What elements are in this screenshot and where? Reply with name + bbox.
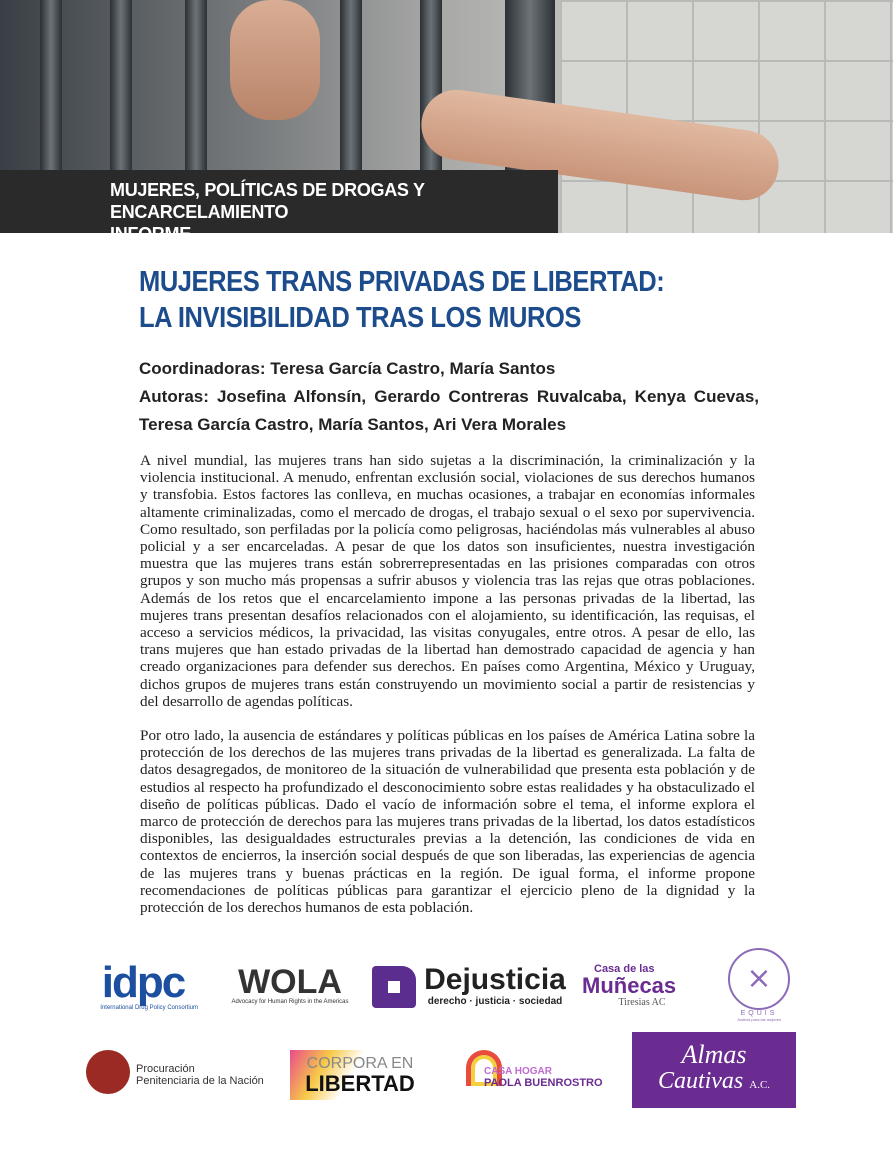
logo-sub: International Drug Policy Consortium <box>100 1005 198 1011</box>
logo-text: idpc <box>101 958 185 1007</box>
logo-ppn <box>136 1055 276 1095</box>
logo-text: Almas <box>681 1040 747 1069</box>
hand-on-bars <box>230 0 320 120</box>
logo-text: CORPORA EN <box>306 1055 414 1072</box>
title-line: MUJERES TRANS PRIVADAS DE LIBERTAD: <box>139 266 665 298</box>
logo-text: EQUIS <box>740 1010 778 1017</box>
logo-sub: Justicia para las mujeres <box>736 1017 782 1022</box>
coordinators: Coordinadoras: Teresa García Castro, María Santos <box>139 359 556 378</box>
logo-dejusticia <box>420 960 570 1010</box>
paragraph: Por otro lado, la ausencia de estándares y políticas públicas en los países de América Latina sobre la protección de los derechos de las mujeres trans privadas de la libertad es generalizada. La falta de datos desagregados, de monitoreo de la situación de vulnerabilidad que presenta esta población y de estudios al respecto ha profundizado el desconocimiento sobre estas realidades y ha obstaculizado el diseño de políticas públicas. Dado el vacío de información sobre el tema, el informe explora el marco de protección de derechos para las mujeres trans privadas de la libertad, los datos estadísticos disponibles, las desigualdades estructurales previas a la detención, las condiciones de vida en contextos de encierros, la inserción social después de que son liberadas, las experiencias de agencia de las mujeres trans y buenas prácticas en la región. De igual forma, el informe propone recomendaciones de políticas públicas para garantizar el ejercicio pleno de la dignidad y la protección de los derechos humanos de esta población. <box>140 727 755 917</box>
logo-casa-munecas <box>582 960 702 1010</box>
logo-text: LIBERTAD <box>305 1071 415 1096</box>
series-banner <box>0 170 558 244</box>
logo-wola <box>220 960 360 1010</box>
logo-corpora <box>290 1050 430 1100</box>
ppn-emblem <box>86 1050 130 1094</box>
page-title <box>139 264 664 336</box>
logo-text: Muñecas <box>582 972 677 998</box>
logo-text: WOLA <box>238 963 342 1001</box>
credits <box>139 355 759 439</box>
logo-text: Procuración <box>136 1063 195 1075</box>
logo-sub: Advocacy for Human Rights in the Americas <box>231 999 349 1005</box>
logo-text: PAOLA BUENROSTRO <box>484 1076 603 1089</box>
logo-sub: Tiresias AC <box>618 996 666 1008</box>
paragraph: A nivel mundial, las mujeres trans han sido sujetas a la discriminación, la criminalización y la violencia institucional. A menudo, enfrentan exclusión social, violaciones de sus derechos humanos y transfobia. Estos factores las conlleva, en muchas ocasiones, a trabajar en economías informales altamente criminalizadas, como el mercado de drogas, el trabajo sexual o el sexo por supervivencia. Como resultado, son perfiladas por la policía como peligrosas, haciéndolas más vulnerables al abuso policial y a ser encarceladas. A pesar de que los datos son insuficientes, nuestra investigación muestra que las mujeres trans están sobrerrepresentadas en las prisiones comparadas con otros grupos y son mucho más propensas a sufrir abusos y violencia tras las rejas que otras poblaciones. Además de los retos que el encarcelamiento impone a las personas privadas de la libertad, las mujeres trans presentan desafíos relacionados con el alojamiento, su identificación, las requisas, el acceso a servicios médicos, la privacidad, las visitas conyugales, entre otros. A pesar de ello, las trans mujeres que han estado privadas de la libertad han demostrado capacidad de agencia y han creado organizaciones para defender sus derechos. En países como Argentina, México y Uruguay, dichos grupos de mujeres trans están construyendo un movimiento social a partir de resistencias y del desarrollo de agendas políticas. <box>140 452 755 710</box>
authors: Autoras: Josefina Alfonsín, Gerardo Contreras Ruvalcaba, Kenya Cuevas, Teresa García Castro, María Santos, Ari Vera Morales <box>139 387 759 434</box>
logo-text: Dejusticia <box>424 962 566 996</box>
dejusticia-mark <box>372 966 416 1008</box>
banner-line: MUJERES, POLÍTICAS DE DROGAS Y ENCARCELAMIENTO <box>110 180 425 222</box>
equis-circle: ⨯ <box>728 948 790 1010</box>
abstract <box>140 452 755 933</box>
logo-text: Penitenciaria de la Nación <box>136 1075 264 1087</box>
logo-almas-cautivas <box>632 1032 796 1108</box>
logo-text: Cautivas <box>657 1068 744 1094</box>
logo-equis <box>726 945 792 1025</box>
logo-text: CASA HOGAR <box>484 1065 552 1077</box>
logo-sub: A.C. <box>749 1079 771 1091</box>
logo-text: Casa de las <box>594 962 655 975</box>
logo-casa-hogar <box>484 1062 624 1092</box>
title-line: LA INVISIBILIDAD TRAS LOS MUROS <box>139 302 581 334</box>
banner-line: INFORME <box>110 224 191 244</box>
logo-sub: derecho · justicia · sociedad <box>427 995 563 1007</box>
logo-idpc <box>88 950 198 1022</box>
